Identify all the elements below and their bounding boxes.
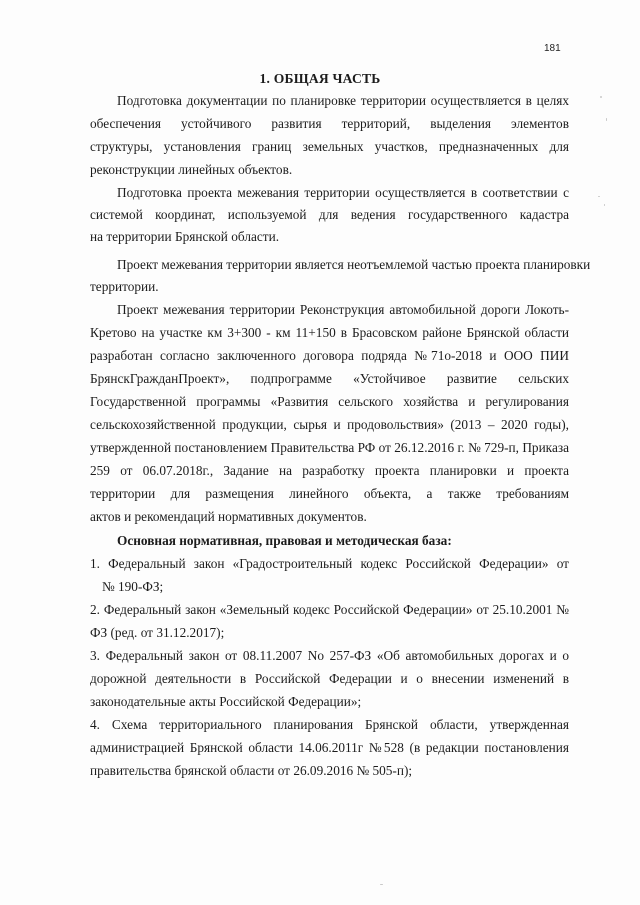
- text-line: Подготовка проекта межевания территории осуществляется в соответствии с: [117, 185, 569, 200]
- list-item: 3. Федеральный закон от 08.11.2007 No 257-ФЗ «Об автомобильных дорогах и о: [90, 648, 569, 663]
- text-line: структуры, установления границ земельных участков, предназначенных для: [90, 139, 569, 154]
- list-item-continuation: ФЗ (ред. от 31.12.2017);: [90, 625, 225, 640]
- list-item-continuation: правительства брянской области от 26.09.2016 № 505-п);: [90, 763, 413, 778]
- text-line: Проект межевания территории Реконструкция автомобильной дороги Локоть-: [117, 302, 569, 317]
- list-item: 2. Федеральный закон «Земельный кодекс Российской Федерации» от 25.10.2001 №: [90, 602, 569, 617]
- text-line: Проект межевания территории является неотъемлемой частью проекта планировки: [117, 257, 591, 272]
- list-item: 1. Федеральный закон «Градостроительный кодекс Российской Федерации» от: [90, 556, 569, 571]
- text-line: утвержденной постановлением Правительства РФ от 26.12.2016 г. № 729-п, Приказа: [90, 440, 569, 455]
- subheading: Основная нормативная, правовая и методическая база:: [117, 533, 452, 548]
- scan-speck: [604, 204, 605, 206]
- text-line: территории для размещения линейного объекта, а также требованиям: [90, 486, 569, 501]
- text-line: 259 от 06.07.2018г., Задание на разработку проекта планировки и проекта: [90, 463, 569, 478]
- list-item-continuation: № 190-ФЗ;: [102, 579, 164, 594]
- section-title: 1. ОБЩАЯ ЧАСТЬ: [259, 71, 381, 86]
- text-line: БрянскГражданПроект», подпрограмме «Устойчивое развитие сельских: [90, 371, 569, 386]
- text-line: Государственной программы «Развития сельского хозяйства и регулирования: [90, 394, 569, 409]
- text-line: территории.: [90, 279, 159, 294]
- list-item: 4. Схема территориального планирования Брянской области, утвержденная: [90, 717, 569, 732]
- list-item-continuation: законодательные акты Российской Федерации»;: [90, 694, 362, 709]
- text-line: реконструкции линейных объектов.: [90, 162, 293, 177]
- scan-speck: [380, 884, 383, 885]
- text-line: системой координат, используемой для ведения государственного кадастра: [90, 207, 569, 222]
- scan-speck: [598, 196, 600, 197]
- text-line: обеспечения устойчивого развития территорий, выделения элементов: [90, 116, 569, 131]
- text-line: на территории Брянской области.: [90, 229, 280, 244]
- scan-speck: [600, 96, 602, 98]
- list-item-continuation: дорожной деятельности в Российской Федерации и о внесении изменений в: [90, 671, 569, 686]
- text-line: разработан согласно заключенного договора подряда №71о-2018 и ООО ПИИ: [90, 348, 569, 363]
- text-line: Подготовка документации по планировке территории осуществляется в целях: [117, 93, 569, 108]
- text-line: актов и рекомендаций нормативных документов.: [90, 509, 367, 524]
- scan-speck: [606, 118, 607, 121]
- text-line: Кретово на участке км 3+300 - км 11+150 в Брасовском районе Брянской области: [90, 325, 569, 340]
- text-line: сельскохозяйственной продукции, сырья и продовольствия» (2013 – 2020 годы),: [90, 417, 569, 432]
- list-item-continuation: администрацией Брянской области 14.06.2011г №528 (в редакции постановления: [90, 740, 569, 755]
- page-number: 181: [544, 43, 561, 54]
